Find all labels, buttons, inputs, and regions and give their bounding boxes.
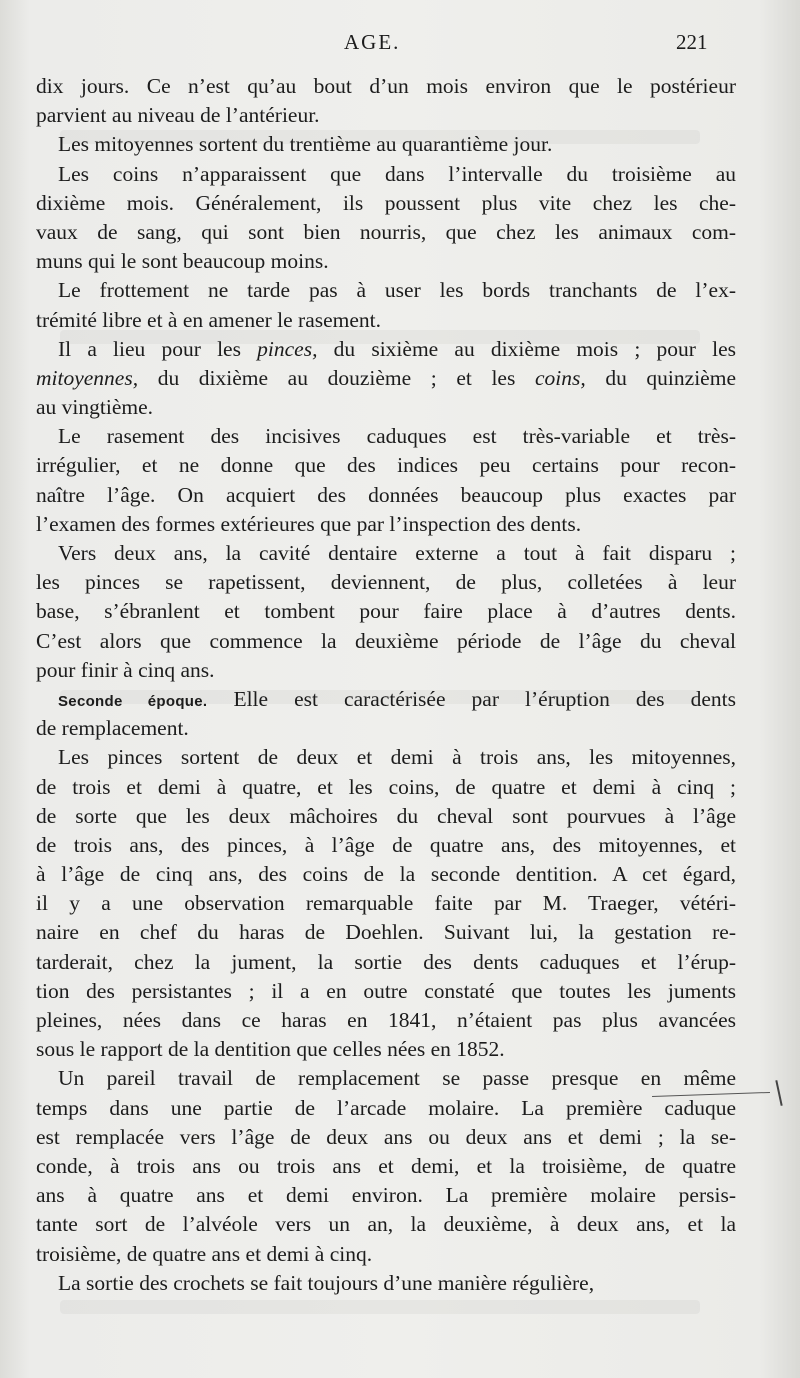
text-line: l’examen des formes extérieures que par l’inspection des dents. <box>36 511 582 536</box>
text-line: Le frottement ne tarde pas à user les bords tranchants de l’ex- <box>58 278 736 303</box>
text-line: base, s’ébranlent et tombent pour faire place à d’autres dents. <box>36 599 736 624</box>
text-line: tion des persistantes ; il a en outre constaté que toutes les juments <box>36 978 736 1003</box>
paragraph <box>36 422 736 539</box>
section-heading: Seconde époque. <box>58 692 208 710</box>
text-line: à l’âge de cinq ans, des coins de la seconde dentition. A cet égard, <box>36 862 736 887</box>
text-line: vaux de sang, qui sont bien nourris, que chez les animaux com- <box>36 219 736 244</box>
paragraph <box>36 276 736 334</box>
text-line: troisième, de quatre ans et demi à cinq. <box>36 1241 373 1266</box>
body-text <box>36 72 736 1298</box>
text-line: Un pareil travail de remplacement se passe presque en même <box>58 1066 736 1091</box>
paragraph <box>36 335 736 423</box>
text-line: les pinces se rapetissent, deviennent, de plus, colletées à leur <box>36 570 736 595</box>
paragraph <box>36 743 736 1064</box>
text-line: ans à quatre ans et demi environ. La première molaire persis- <box>36 1183 736 1208</box>
text-line: sous le rapport de la dentition que celles nées en 1852. <box>36 1037 505 1062</box>
text-line: Les pinces sortent de deux et demi à trois ans, les mitoyennes, <box>58 745 736 770</box>
paragraph <box>36 685 736 743</box>
text-line: dix jours. Ce n’est qu’au bout d’un mois environ que le postérieur <box>36 74 736 98</box>
text-line: conde, à trois ans ou trois ans et demi, et la troisième, de quatre <box>36 1153 736 1178</box>
text-line: La sortie des crochets se fait toujours d’une manière régulière, <box>58 1270 595 1295</box>
text-line: C’est alors que commence la deuxième période de l’âge du cheval <box>36 628 736 653</box>
text-line: mitoyennes, du dixième au douzième ; et les coins, du quinzième <box>36 365 736 390</box>
text-line: dixième mois. Généralement, ils poussent plus vite chez les che- <box>36 190 736 215</box>
text-line <box>36 685 736 714</box>
text-line: Il a lieu pour les pinces, du sixième au dixième mois ; pour les <box>58 336 736 361</box>
text-line: naître l’âge. On acquiert des données beaucoup plus exactes par <box>36 482 736 507</box>
paragraph <box>36 1269 736 1298</box>
text-line: Les coins n’apparaissent que dans l’intervalle du troisième au <box>58 161 736 186</box>
page-number: 221 <box>676 30 708 54</box>
text-line: Le rasement des incisives caduques est très-variable et très- <box>58 424 736 449</box>
paragraph <box>36 72 736 130</box>
paragraph <box>36 160 736 277</box>
text-line: Vers deux ans, la cavité dentaire externe a tout à fait disparu ; <box>58 541 736 565</box>
text-line: muns qui le sont beaucoup moins. <box>36 249 329 274</box>
paragraph <box>36 1064 736 1268</box>
running-title: AGE. <box>344 30 401 54</box>
text-line: il y a une observation remarquable faite par M. Traeger, vétéri- <box>36 891 736 916</box>
text-line: est remplacée vers l’âge de deux ans ou deux ans et demi ; la se- <box>36 1124 736 1149</box>
text-line: de trois et demi à quatre, et les coins, de quatre et demi à cinq ; <box>36 774 736 799</box>
running-header <box>0 30 800 60</box>
text-line: trémité libre et à en amener le rasement. <box>36 307 382 332</box>
text-line: parvient au niveau de l’antérieur. <box>36 103 320 128</box>
text-line: de trois ans, des pinces, à l’âge de quatre ans, des mitoyennes, et <box>36 832 736 857</box>
text-line: pour finir à cinq ans. <box>36 657 215 682</box>
paragraph <box>36 539 736 685</box>
text-line: naire en chef du haras de Doehlen. Suivant lui, la gestation re- <box>36 920 736 945</box>
text-line: tante sort de l’alvéole vers un an, la deuxième, à deux ans, et la <box>36 1212 736 1237</box>
paragraph <box>36 130 736 159</box>
text-line: temps dans une partie de l’arcade molaire. La première caduque <box>36 1095 736 1120</box>
text-line: de remplacement. <box>36 716 189 741</box>
heading-line-text: Elle est caractérisée par l’éruption des dents <box>233 686 736 711</box>
text-line: tarderait, chez la jument, la sortie des dents caduques et l’érup- <box>36 949 736 974</box>
text-line: Les mitoyennes sortent du trentième au quarantième jour. <box>58 132 553 157</box>
text-line: de sorte que les deux mâchoires du cheval sont pourvues à l’âge <box>36 803 736 828</box>
show-through-shadow <box>60 1300 700 1314</box>
pencil-tick <box>775 1080 782 1106</box>
text-line: au vingtième. <box>36 395 154 420</box>
text-line: pleines, nées dans ce haras en 1841, n’étaient pas plus avancées <box>36 1008 736 1032</box>
text-line: irrégulier, et ne donne que des indices peu certains pour recon- <box>36 453 736 478</box>
